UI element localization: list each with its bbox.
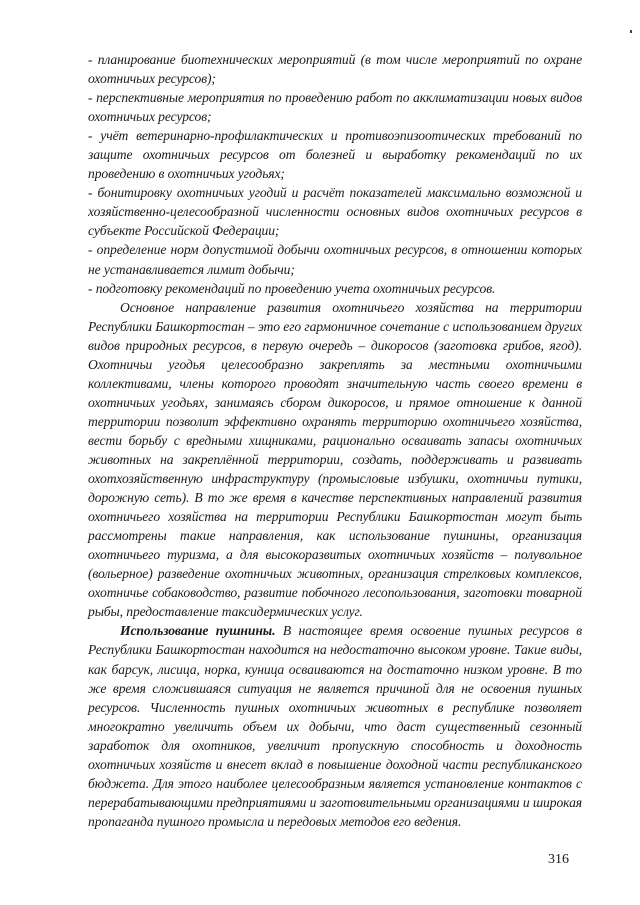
list-item: - бонитировку охотничьих угодий и расчёт показателей максимально возможной и хозяйственно-целесообразной численности основных видов охотничьих ресурсов в субъекте Российской Федерации; xyxy=(88,185,582,239)
document-page xyxy=(88,50,582,831)
list-item: - планирование биотехнических мероприятий (в том числе мероприятий по охране охотничьих ресурсов); xyxy=(88,52,582,87)
list-item: - подготовку рекомендаций по проведению учета охотничьих ресурсов. xyxy=(88,280,496,296)
main-direction-paragraph: Основное направление развития охотничьего хозяйства на территории Республики Башкортостан – это его гармоничное сочетание с использованием других видов природных ресурсов, в первую очередь – дикоросов (заготовка грибов, ягод). Охотничьи угодья целесообразно закреплять за местными охотничьими коллективами, члены которого проводят значительную часть своего времени в охотничьих угодьях, занимаясь сбором дикоросов, и прямое отношение к данной территории позволит эффективно охранять территорию охотничьего хозяйства, вести борьбу с вредными хищниками, рационально осваивать запасы охотничьих животных на закреплённой территории, создать, поддерживать и развивать охотхозяйственную инфраструктуру (промысловые избушки, охотничьи путики, дорожную сеть). В то же время в качестве перспективных направлений развития охотничьего хозяйства на территории Республики Башкортостан могут быть рассмотрены такие направления, как использование пушнины, организация охотничьего туризма, а для высокоразвитых охотничьих хозяйств – полувольное (вольерное) разведение охотничьих животных, организация стрелковых комплексов, охотничье собаководство, развитие побочного лесопользования, заготовки товарной рыбы, предоставление таксидермических услуг. xyxy=(88,299,582,620)
page-number: 316 xyxy=(548,852,569,867)
measures-list xyxy=(88,50,582,298)
list-item: - перспективные мероприятия по проведению работ по акклиматизации новых видов охотничьих ресурсов; xyxy=(88,90,582,125)
fur-use-text: В настоящее время освоение пушных ресурсов в Республики Башкортостан находится на недостаточно высоком уровне. Такие виды, как барсук, лисица, норка, куница осваиваются на достаточно низком уровне. В то же время сложившаяся ситуация не является причиной для не освоения пушных ресурсов. Численность пушных охотничьих животных в республике позволяет многократно увеличить объем их добычи, что даст существенный сезонный заработок для охотников, увеличит пропускную способность и доходность охотничьих хозяйств и внесет вклад в повышение доходной части республиканского бюджета. Для этого наиболее целесообразным является установление контактов с перерабатывающими предприятиями и заготовительными организациями и широкая пропаганда пушного промысла и передовых методов его ведения. xyxy=(88,623,582,829)
fur-use-heading: Использование пушнины. xyxy=(120,623,276,639)
scan-edge-mark xyxy=(630,30,632,33)
fur-use-paragraph xyxy=(88,621,582,831)
list-item: - учёт ветеринарно-профилактических и противоэпизоотических требований по защите охотничьих ресурсов от болезней и выработку рекомендаций по их проведению в охотничьих угодьях; xyxy=(88,128,582,182)
list-item: - определение норм допустимой добычи охотничьих ресурсов, в отношении которых не устанавливается лимит добычи; xyxy=(88,242,582,277)
